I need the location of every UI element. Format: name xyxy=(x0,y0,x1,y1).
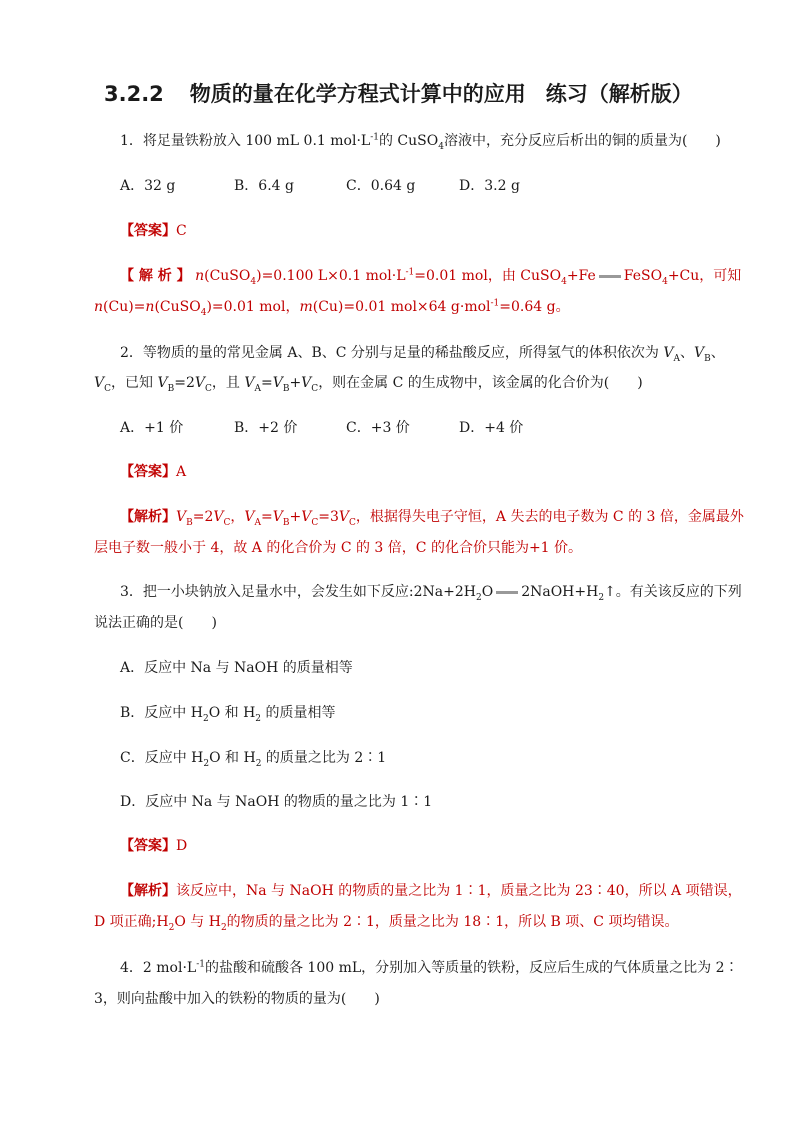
question-3-stem-line-1: 3．把一小块钠放入足量水中，会发生如下反应$:2Na+2H_2O$ $2NaOH+H_2↑$。有关该反应的下列 xyxy=(120,584,742,603)
question-2-stem-line-1: 2．等物质的量的常见金属 A、B、C 分别与足量的稀盐酸反应，所得氢气的体积依次为 $V_A$、$V_B$、 xyxy=(120,345,725,364)
q1-option-b: B．6.4 g xyxy=(234,178,294,194)
q3-analysis-line-2: D 项正确$;H_2O$ 与 $H_2$的物质的量之比为 2∶1，质量之比为 18∶1，所以 B 项、C 项均错误。 xyxy=(94,914,679,933)
q3-option-a: A．反应中 Na 与 NaOH 的质量相等 xyxy=(120,660,353,676)
answer-value: C xyxy=(176,223,187,239)
page-title xyxy=(104,78,693,108)
question-4-stem-line-1: 4．2 $mol\cdot L^{-1}$的盐酸和硫酸各 100 mL，分别加入等质量的铁粉，反应后生成的气体质量之比为 2∶ xyxy=(120,959,739,976)
q1-option-d: D．3.2 g xyxy=(459,178,520,194)
reaction-equals-icon xyxy=(496,591,518,594)
question-2-stem-line-2: $V_C$，已知 $V_B=2V_C$，且 $V_A=V_B+V_C$，则在金属 C 的生成物中，该金属的化合价为( ) xyxy=(94,375,643,394)
q2-answer: 【答案】A xyxy=(120,464,187,480)
title-suffix: 练习（解析版） xyxy=(545,82,693,106)
q2-option-b: B．+2 价 xyxy=(234,420,298,436)
q2-option-a: A．+1 价 xyxy=(120,420,184,436)
reaction-equals-icon xyxy=(599,275,621,278)
title-main: 物质的量在化学方程式计算中的应用 xyxy=(189,82,526,106)
q2-analysis-line-2: 层电子数一般小于 4，故 A 的化合价为 C 的 3 倍，C 的化合价只能为+1 价。 xyxy=(94,540,583,556)
title-number: 3.2.2 xyxy=(104,82,164,106)
q1-answer xyxy=(120,221,187,241)
q2-analysis-line-1: 【解析】$V_B=2V_C$，$V_A=V_B+V_C=3V_C$，根据得失电子守恒，A 失去的电子数为 C 的 3 倍，金属最外 xyxy=(120,509,744,528)
q1-option-a: A．32 g xyxy=(120,178,176,194)
q3-analysis-line-1: 【解析】该反应中，Na 与 NaOH 的物质的量之比为 1∶1，质量之比为 23∶40，所以 A 项错误， xyxy=(120,883,742,899)
q2-option-d: D．+4 价 xyxy=(459,420,524,436)
q1-option-c: C．0.64 g xyxy=(346,178,416,194)
answer-label: 【答案】 xyxy=(120,223,176,239)
q3-option-c: C．反应中 $H_2O$ 和 $H_2$ 的质量之比为 2∶1 xyxy=(120,750,387,769)
question-4-stem-line-2: 3，则向盐酸中加入的铁粉的物质的量为( ) xyxy=(94,991,380,1007)
q3-answer: 【答案】D xyxy=(120,838,188,854)
q1-analysis-line-1: 【 解 析 】 n(CuSO$_4$)=0.100 L×0.1 $mol\cdot L^{-1}=0.01$ mol，由 CuSO$_4$+Fe FeSO$_4$+Cu，可知 xyxy=(120,267,742,287)
q3-option-b: B．反应中 $H_2O$ 和 $H_2$ 的质量相等 xyxy=(120,705,336,724)
question-3-stem-line-2: 说法正确的是( ) xyxy=(94,615,217,631)
q3-option-d: D．反应中 Na 与 NaOH 的物质的量之比为 1∶1 xyxy=(120,794,433,810)
question-1-stem: 1．将足量铁粉放入 100 mL 0.1 $mol\cdot L^{-1}$的 CuSO$_4$溶液中，充分反应后析出的铜的质量为( ) xyxy=(120,132,721,152)
q1-analysis-line-2: n(Cu)=n(CuSO$_4$)=0.01 mol，m(Cu)=0.01 mol×64 g·mol$^{-1}$=0.64 g。 xyxy=(94,298,570,318)
q2-option-c: C．+3 价 xyxy=(346,420,410,436)
